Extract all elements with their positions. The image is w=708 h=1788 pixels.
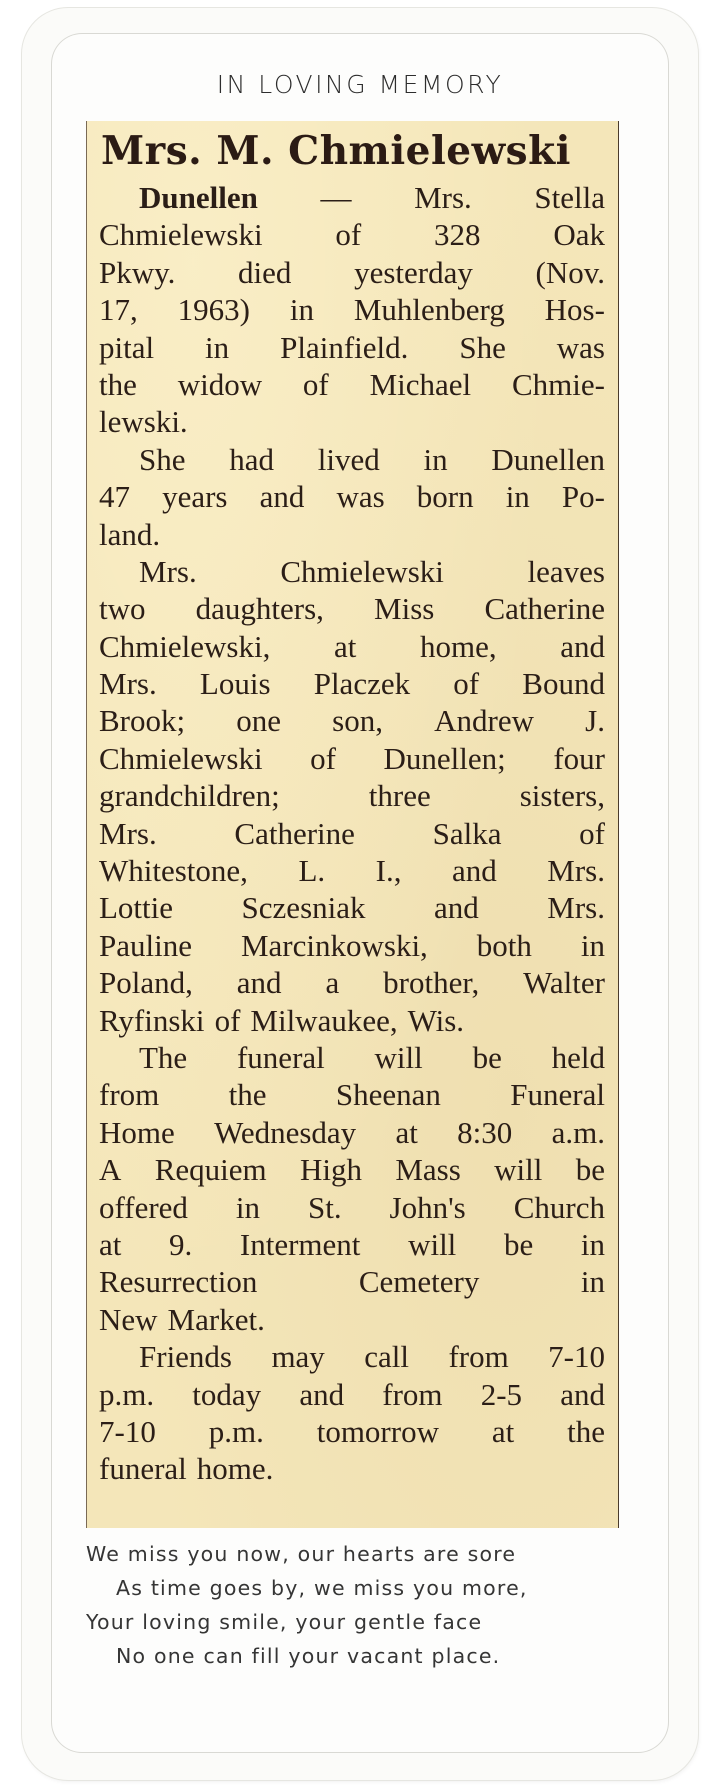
obituary-word: at [491, 1413, 515, 1449]
obituary-word: Chmielewski [99, 740, 263, 776]
obituary-word: Dunellen [491, 441, 605, 477]
obituary-word: Ryfinski [99, 1002, 205, 1038]
obituary-word: the [228, 1077, 267, 1113]
obituary-word: of [214, 1002, 241, 1038]
obituary-line [99, 1189, 605, 1226]
obituary-word: New [99, 1301, 158, 1337]
obituary-word: at [395, 1114, 418, 1150]
obituary-word: I., [375, 853, 402, 889]
obituary-word: 8:30 [457, 1114, 513, 1150]
obituary-word: of [579, 815, 605, 851]
obituary-word: lewski. [99, 404, 188, 440]
obituary-line [99, 478, 605, 515]
obituary-word: Dunellen [139, 180, 258, 215]
obituary-line [99, 777, 605, 814]
obituary-word: will [408, 1226, 457, 1262]
obituary-word: Stella [534, 180, 605, 215]
obituary-word: J. [585, 703, 605, 739]
obituary-word: yesterday [354, 254, 473, 290]
obituary-word: p.m. [99, 1376, 155, 1412]
obituary-word: tomorrow [316, 1413, 439, 1449]
obituary-word: Chmie- [511, 366, 605, 402]
obituary-word: years [162, 479, 228, 515]
obituary-word: Mrs. [414, 180, 472, 215]
obituary-word: Resurrection [99, 1264, 258, 1300]
obituary-word: 9. [169, 1226, 193, 1262]
obituary-word: and [560, 628, 605, 664]
obituary-word: lived [317, 441, 380, 477]
obituary-line [99, 403, 605, 440]
obituary-line [99, 740, 605, 777]
obituary-word: the [567, 1413, 605, 1449]
obituary-line [99, 964, 605, 1001]
obituary-line [99, 702, 605, 739]
obituary-word: 1963) [177, 292, 250, 328]
obituary-word: Mrs. [139, 553, 197, 589]
obituary-word: 17, [99, 292, 138, 328]
obituary-body [99, 179, 605, 1488]
obituary-word: Lottie [99, 890, 174, 926]
obituary-word: four [553, 740, 605, 776]
obituary-word: pital [99, 329, 155, 365]
obituary-line [99, 927, 605, 964]
obituary-line [99, 366, 605, 403]
obituary-word: Andrew [434, 703, 534, 739]
obituary-line [99, 815, 605, 852]
obituary-word: offered [99, 1189, 188, 1225]
obituary-word: Interment [239, 1226, 361, 1262]
obituary-word: will [494, 1152, 543, 1188]
obituary-word: in [580, 927, 605, 963]
obituary-word: Whitestone, [99, 853, 248, 889]
obituary-word: in [580, 1264, 605, 1300]
obituary-word: from [448, 1339, 509, 1375]
obituary-word: Po- [561, 479, 605, 515]
obituary-word: land. [99, 516, 161, 552]
obituary-word: She [139, 441, 186, 477]
obituary-word: Marcinkowski, [240, 927, 428, 963]
obituary-word: at [99, 1226, 122, 1262]
obituary-line [99, 1450, 605, 1487]
obituary-word: Walter [523, 965, 605, 1001]
obituary-word: today [192, 1376, 262, 1412]
obituary-word: from [99, 1077, 160, 1113]
obituary-word: Requiem [154, 1152, 267, 1188]
obituary-word: Sczesniak [241, 890, 366, 926]
obituary-word: A [99, 1152, 122, 1188]
obituary-line [99, 516, 605, 553]
obituary-word: Market. [167, 1301, 265, 1337]
memorial-poem [86, 1537, 646, 1673]
obituary-word: be [503, 1226, 534, 1262]
newspaper-clipping [86, 121, 619, 1528]
obituary-line [99, 665, 605, 702]
obituary-word: Oak [553, 217, 605, 253]
obituary-word: Church [513, 1189, 605, 1225]
obituary-word: of [302, 366, 329, 402]
obituary-line [99, 852, 605, 889]
obituary-line [99, 254, 605, 291]
obituary-word: Cemetery [358, 1264, 480, 1300]
obituary-word: son, [332, 703, 383, 739]
obituary-line [99, 889, 605, 926]
obituary-word: and [434, 890, 479, 926]
obituary-word: will [374, 1039, 423, 1075]
obituary-word: daughters, [195, 591, 324, 627]
obituary-line [99, 441, 605, 478]
obituary-word: Friends [139, 1339, 232, 1375]
obituary-line [99, 179, 605, 216]
obituary-word: was [336, 479, 385, 515]
obituary-word: two [99, 591, 146, 627]
obituary-line [99, 216, 605, 253]
obituary-word: Louis [199, 666, 271, 702]
obituary-word: and [452, 853, 497, 889]
obituary-word: High [300, 1152, 362, 1188]
obituary-word: had [229, 441, 274, 477]
obituary-word: brother, [383, 965, 480, 1001]
obituary-word: — [320, 180, 352, 215]
obituary-word: Brook; [99, 703, 186, 739]
obituary-word: The [139, 1039, 188, 1075]
obituary-word: and [560, 1376, 605, 1412]
obituary-word: funeral [99, 1451, 187, 1487]
obituary-word: Mrs. [99, 815, 157, 851]
obituary-line [99, 1376, 605, 1413]
obituary-word: home. [196, 1451, 274, 1487]
obituary-word: a.m. [551, 1114, 605, 1150]
obituary-word: Funeral [510, 1077, 605, 1113]
obituary-word: be [575, 1152, 605, 1188]
obituary-word: 47 [99, 479, 130, 515]
obituary-word: born [416, 479, 474, 515]
obituary-word: Bound [522, 666, 605, 702]
obituary-word: and [259, 479, 305, 515]
obituary-line [99, 291, 605, 328]
obituary-word: both [476, 927, 532, 963]
obituary-line [99, 1301, 605, 1338]
obituary-word: be [472, 1039, 502, 1075]
obituary-word: Pauline [99, 927, 192, 963]
obituary-word: She [459, 329, 506, 365]
obituary-line [99, 1002, 605, 1039]
obituary-word: Chmielewski, [99, 628, 271, 664]
obituary-word: (Nov. [535, 254, 605, 290]
card-header: IN LOVING MEMORY [216, 70, 504, 99]
obituary-word: Plainfield. [280, 329, 409, 365]
obituary-word: of [310, 740, 336, 776]
obituary-line [99, 1413, 605, 1450]
obituary-title: Mrs. M. Chmielewski [101, 128, 571, 174]
obituary-word: in [505, 479, 530, 515]
obituary-word: p.m. [208, 1413, 264, 1449]
obituary-word: 328 [434, 217, 481, 253]
obituary-word: in [580, 1226, 605, 1262]
obituary-word: Wednesday [214, 1114, 357, 1150]
obituary-word: 7-10 [548, 1339, 605, 1375]
obituary-word: and [299, 1376, 345, 1412]
obituary-word: widow [177, 366, 263, 402]
obituary-word: of [335, 217, 362, 253]
poem-line: No one can fill your vacant place. [116, 1644, 501, 1668]
obituary-line [99, 1263, 605, 1300]
obituary-word: from [382, 1376, 443, 1412]
obituary-word: Dunellen; [383, 740, 506, 776]
obituary-word: L. [298, 853, 326, 889]
obituary-word: of [453, 666, 480, 702]
obituary-word: sisters, [519, 778, 605, 814]
obituary-word: Catherine [484, 591, 605, 627]
obituary-word: Michael [369, 366, 472, 402]
obituary-word: one [236, 703, 282, 739]
obituary-word: a [325, 965, 340, 1001]
obituary-line [99, 628, 605, 665]
obituary-word: Mass [395, 1152, 461, 1188]
obituary-line [99, 329, 605, 366]
obituary-word: and [236, 965, 282, 1001]
obituary-word: Wis. [407, 1002, 465, 1038]
obituary-word: funeral [236, 1039, 325, 1075]
obituary-word: three [368, 778, 431, 814]
obituary-word: home, [419, 628, 497, 664]
obituary-word: Pkwy. [99, 254, 176, 290]
obituary-line [99, 1114, 605, 1151]
obituary-word: in [423, 441, 448, 477]
obituary-line [99, 553, 605, 590]
obituary-word: Chmielewski [280, 553, 444, 589]
obituary-word: the [99, 366, 137, 402]
obituary-word: held [551, 1039, 605, 1075]
poem-line: We miss you now, our hearts are sore [86, 1542, 517, 1566]
obituary-word: Poland, [99, 965, 193, 1001]
obituary-line [99, 1076, 605, 1113]
obituary-word: in [205, 329, 230, 365]
obituary-word: 7-10 [99, 1413, 156, 1449]
obituary-word: died [238, 254, 292, 290]
obituary-word: was [556, 329, 605, 365]
obituary-line [99, 590, 605, 627]
obituary-word: call [364, 1339, 409, 1375]
obituary-word: Placzek [313, 666, 411, 702]
obituary-word: Salka [432, 815, 502, 851]
obituary-word: Hos- [544, 292, 605, 328]
obituary-word: Sheenan [335, 1077, 441, 1113]
obituary-word: Muhlenberg [353, 292, 505, 328]
obituary-word: Milwaukee, [250, 1002, 398, 1038]
obituary-word: grandchildren; [99, 778, 280, 814]
obituary-word: Home [99, 1114, 175, 1150]
poem-line: Your loving smile, your gentle face [86, 1610, 483, 1634]
obituary-word: St. [307, 1189, 342, 1225]
obituary-word: John's [389, 1189, 466, 1225]
obituary-word: 2-5 [480, 1376, 523, 1412]
obituary-line [99, 1151, 605, 1188]
obituary-word: Mrs. [99, 666, 157, 702]
obituary-line [99, 1039, 605, 1076]
obituary-word: Catherine [234, 815, 355, 851]
poem-line: As time goes by, we miss you more, [116, 1576, 528, 1600]
obituary-word: Mrs. [547, 890, 605, 926]
obituary-word: Miss [374, 591, 435, 627]
obituary-line [99, 1226, 605, 1263]
obituary-word: Chmielewski [99, 217, 263, 253]
obituary-line [99, 1338, 605, 1375]
obituary-word: Mrs. [547, 853, 605, 889]
obituary-word: in [235, 1189, 261, 1225]
obituary-word: may [271, 1339, 325, 1375]
obituary-word: leaves [527, 553, 605, 589]
obituary-word: at [333, 628, 357, 664]
obituary-word: in [289, 292, 314, 328]
